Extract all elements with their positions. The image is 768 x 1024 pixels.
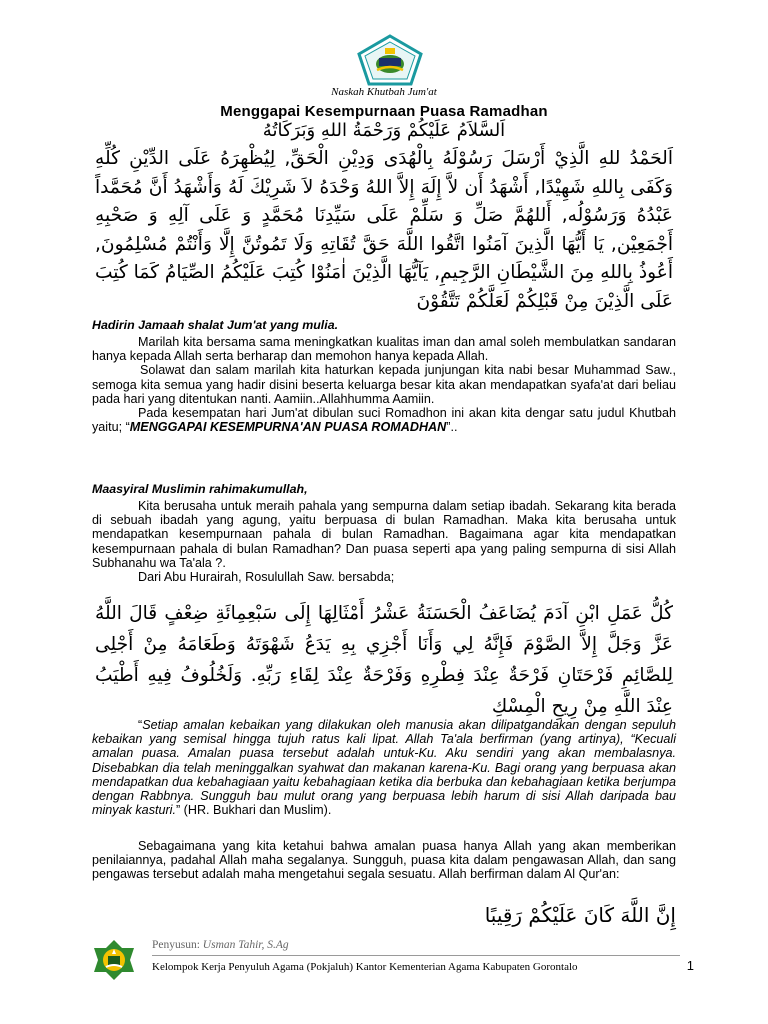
judul-lead-text: Pada kesempatan hari Jum'at dibulan suci Romadhon ini akan kita dengar satu judul Khutbah yaitu; “	[92, 406, 676, 435]
paragraph-iman: Marilah kita bersama sama meningkatkan kualitas iman dan amal soleh membulatkan sandaran hanya kepada Allah serta berharap dan memohon hanya kepada Allah.	[92, 335, 676, 364]
footer-author-name: Usman Tahir, S.Ag	[202, 939, 289, 951]
paragraph-pahala: Kita berusaha untuk meraih pahala yang sempurna dalam setiap ibadah. Sekarang kita berada di sebuah ibadah yang agung, yaitu berpuasa di bulan Ramadhan. Maka kita berusaha untuk mendapatkan kesempurnaan pahala di bulan Ramadhan. Bagaimana agar kita mendapatkan kesempurnaan pahala di bulan Ramadhan? Dan puasa seperti apa yang paling sempurna di sisi Allah Subhanahu wa Ta'ala ?.	[92, 499, 676, 570]
judul-tail-text: ”..	[446, 420, 458, 435]
footer-author	[152, 939, 289, 951]
salam-arabic: اَلسَّلاَمُ عَلَيْكُمْ وَرَحْمَةُ اللهِ وَبَرَكَاتُهُ	[262, 120, 506, 141]
hadith-translation	[92, 718, 676, 817]
section-heading-hadirin: Hadirin Jamaah shalat Jum'at yang mulia.	[92, 318, 339, 332]
pokjaluh-emblem-icon	[355, 34, 425, 86]
section-pengawasan-body	[92, 839, 676, 882]
hadith-arabic-text: كُلُّ عَمَلِ ابْنِ آدَمَ يُضَاعَفُ الْحَسَنَةُ عَشْرُ أَمْثَالِهَا إِلَى سَبْعِمِائَةِ ضِعْفٍ قَالَ اللَّهُ عَزَّ وَجَلَّ إِلاَّ الصَّوْمَ فَإِنَّهُ لِي وَأَنَا أَجْزِي بِهِ يَدَعُ شَهْوَتَهُ وَطَعَامَهُ مِنْ أَجْلِى لِلصَّائِمِ فَرْحَتَانِ فَرْحَةٌ عِنْدَ فِطْرِهِ وَفَرْحَةٌ عِنْدَ لِقَاءِ رَبِّهِ. وَلَخُلُوفُ فِيهِ أَطْيَبُ عِنْدَ اللَّهِ مِنْ رِيحِ الْمِسْكِ	[95, 603, 673, 717]
translation-open-quote: “	[138, 718, 143, 732]
paragraph-pengawasan: Sebagaimana yang kita ketahui bahwa amalan puasa hanya Allah yang akan memberikan penilaiannya, padahal Allah maha segalanya. Sungguh, puasa kita dalam pengawasan Allah, dan sang pengawas tersebut adalah maha mengetahui segala sesuatu. Allah berfirman dalam Al Qur'an:	[92, 839, 676, 882]
document-title: Menggapai Kesempurnaan Puasa Ramadhan	[220, 103, 548, 120]
ayat-arabic-text: إِنَّ اللَّهَ كَانَ عَلَيْكُمْ رَقِيبًا	[484, 903, 676, 927]
page-number: 1	[686, 958, 694, 973]
section-heading-maasyiral: Maasyiral Muslimin rahimakumullah,	[92, 482, 308, 496]
paragraph-solawat: Solawat dan salam marilah kita haturkan kepada junjungan kita nabi besar Muhammad Saw., semoga kita semua yang hadir disini beserta keluarga besar kita akan mendapatkan syafa'at dari beliau pada hari yang ditentukan nanti. Aamiin..Allahhumma Aamiin.	[92, 363, 676, 406]
section-hadirin-body	[92, 335, 676, 434]
footer-author-label: Penyusun:	[152, 939, 200, 951]
translation-text: Setiap amalan kebaikan yang dilakukan oleh manusia akan dilipatgandakan dengan sepuluh kebaikan yang semisal hingga tujuh ratus kali lipat. Allah Ta'ala berfirman (yang artinya), “Kecuali amalan puasa. Amalan puasa tersebut adalah untuk-Ku. Aku sendiri yang akan membalasnya. Disebabkan dia telah meninggalkan syahwat dan makanan karena-Ku. Bagi orang yang berpuasa akan mendapatkan dua kebahagiaan yaitu kebahagiaan ketika dia berbuka dan kebahagiaan ketika berjumpa dengan Rabbnya. Sungguh bau mulut orang yang berpuasa lebih harum di sisi Allah daripada bau minyak kasturi.	[92, 718, 676, 818]
opening-arabic-text: اَلحَمْدُ للهِ الَّذِيْ أَرْسَلَ رَسُوْلَهُ بِالْهُدَى وَدِيْنِ الْحَقِّ, لِيُظْهِرَهُ عَلَى الدِّيْنِ كُلِّهِ وَكَفَى بِاللهِ شَهِيْدًا, أَشْهَدُ أَن لاَّ إِلَهَ إِلاَّ اللهُ وَحْدَهُ لاَ شَرِيْكَ لَهُ وَأَشْهَدُ أَنَّ مُحَمَّداً عَبْدُهُ وَرَسُوْلُه, أَللهُمَّ صَلِّ وَ سَلِّمْ عَلَى سَيِّدِنَا مُحَمَّدٍ وَ عَلَى آلِهِ وَ صَحْبِهِ أَجْمَعِيْن, يَا أَيُّهَا الَّذِينَ آمَنُوا اتَّقُوا اللَّهَ حَقَّ تُقَاتِهِ وَلَا تَمُوتُنَّ إِلَّا وَأَنْتُمْ مُسْلِمُونَ, أَعُوذُ بِاللهِ مِنَ الشَّيْطَانِ الرَّجِيمِ, يَآيُّهَا الَّذِيْنَ اٰمَنُوْا كُتِبَ عَلَيْكُمُ الصِّيَامُ كَمَا كُتِبَ عَلَى الَّذِيْنَ مِنْ قَبْلِكُمْ لَعَلَّكُمْ تَتَّقُوْنَ	[95, 148, 673, 312]
paragraph-abu-hurairah: Dari Abu Hurairah, Rosulullah Saw. bersabda;	[138, 570, 395, 585]
khutbah-title-inline: MENGGAPAI KESEMPURNA'AN PUASA ROMADHAN	[129, 420, 447, 435]
kementerian-agama-emblem-icon	[92, 938, 136, 982]
paragraph-judul-khutbah	[92, 406, 676, 434]
footer-divider	[152, 955, 680, 956]
footer-organization: Kelompok Kerja Penyuluh Agama (Pokjaluh) Kantor Kementerian Agama Kabupaten Gorontalo	[152, 961, 578, 973]
translation-source: ” (HR. Bukhari dan Muslim).	[175, 803, 332, 818]
translation-paragraph	[92, 718, 676, 817]
section-maasyiral-body	[92, 499, 676, 584]
document-subtitle: Naskah Khutbah Jum'at	[331, 86, 437, 98]
